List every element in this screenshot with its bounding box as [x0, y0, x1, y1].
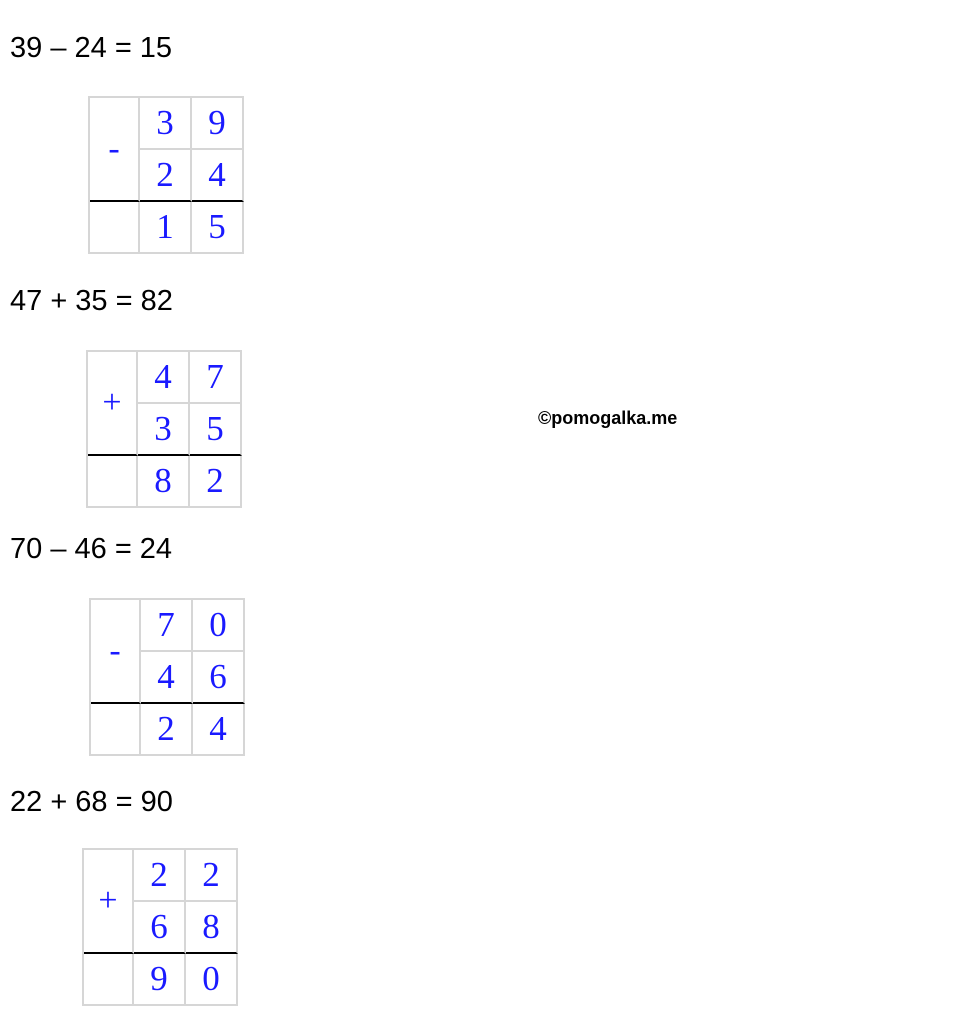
equation-3: 70 – 46 = 24: [10, 533, 173, 565]
digit-top-ones: 0: [193, 600, 245, 652]
digit-bottom-tens: 2: [140, 150, 192, 202]
watermark: ©pomogalka.me: [538, 408, 678, 428]
operator-sign: +: [84, 850, 134, 954]
equation-4: 22 + 68 = 90: [10, 786, 173, 818]
column-calculation-3: [89, 598, 245, 756]
digit-top-tens: 4: [138, 352, 190, 404]
operator-sign: +: [88, 352, 138, 456]
digit-bottom-ones: 4: [192, 150, 244, 202]
empty-cell: [88, 456, 138, 508]
digit-top-tens: 3: [140, 98, 192, 150]
digit-top-ones: 9: [192, 98, 244, 150]
empty-cell: [91, 704, 141, 756]
digit-result-tens: 8: [138, 456, 190, 508]
digit-bottom-tens: 6: [134, 902, 186, 954]
digit-top-tens: 2: [134, 850, 186, 902]
digit-result-tens: 2: [141, 704, 193, 756]
digit-bottom-ones: 5: [190, 404, 242, 456]
empty-cell: [90, 202, 140, 254]
digit-bottom-tens: 3: [138, 404, 190, 456]
digit-top-ones: 7: [190, 352, 242, 404]
empty-cell: [84, 954, 134, 1006]
digit-result-ones: 5: [192, 202, 244, 254]
digit-result-ones: 0: [186, 954, 238, 1006]
digit-result-tens: 9: [134, 954, 186, 1006]
digit-bottom-ones: 6: [193, 652, 245, 704]
digit-result-ones: 2: [190, 456, 242, 508]
digit-top-ones: 2: [186, 850, 238, 902]
column-calculation-1: [88, 96, 244, 254]
column-calculation-4: [82, 848, 238, 1006]
equation-1: 39 – 24 = 15: [10, 32, 173, 64]
column-calculation-2: [86, 350, 242, 508]
digit-bottom-tens: 4: [141, 652, 193, 704]
digit-bottom-ones: 8: [186, 902, 238, 954]
operator-sign: -: [91, 600, 141, 704]
digit-result-ones: 4: [193, 704, 245, 756]
digit-top-tens: 7: [141, 600, 193, 652]
digit-result-tens: 1: [140, 202, 192, 254]
operator-sign: -: [90, 98, 140, 202]
equation-2: 47 + 35 = 82: [10, 285, 173, 317]
